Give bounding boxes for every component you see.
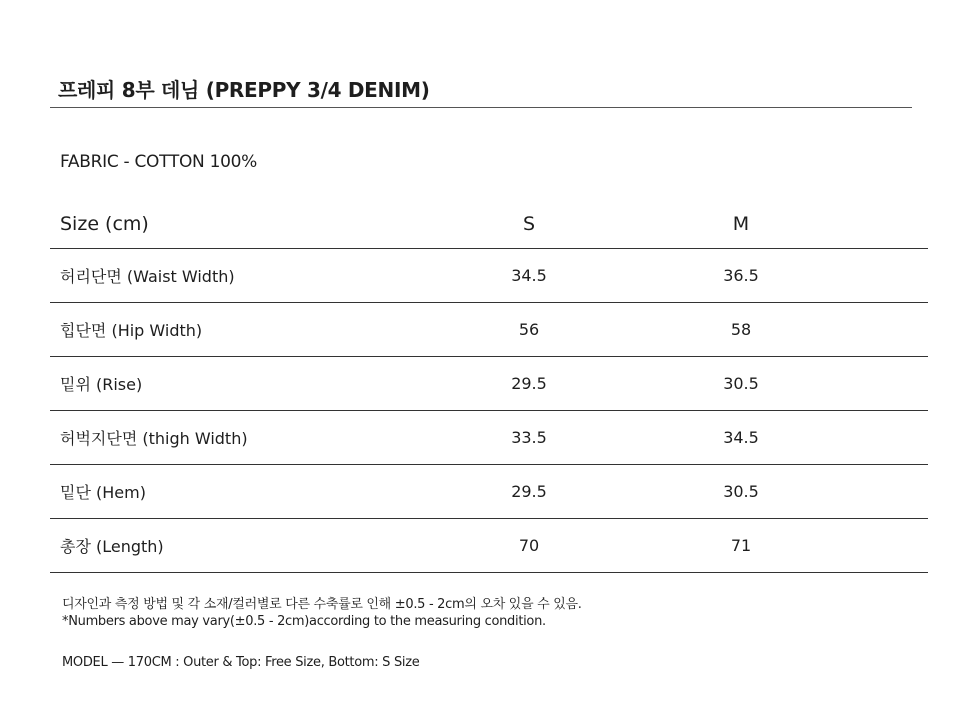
row-label: 허리단면 (Waist Width) (50, 249, 423, 303)
table-row (50, 411, 928, 465)
note-english: *Numbers above may vary(±0.5 - 2cm)according to the measuring condition. (62, 614, 546, 629)
title-divider (50, 107, 912, 108)
header-size: Size (cm) (50, 200, 423, 249)
size-table (50, 200, 928, 573)
table-row (50, 303, 928, 357)
row-value-m: 71 (635, 519, 847, 573)
row-value-s: 34.5 (423, 249, 635, 303)
model-info: MODEL — 170CM : Outer & Top: Free Size, Bottom: S Size (62, 655, 420, 670)
table-row (50, 465, 928, 519)
note-korean: 디자인과 측정 방법 및 각 소재/컬러별로 다른 수축률로 인해 ±0.5 - 2cm의 오차 있을 수 있음. (62, 597, 582, 612)
row-value-m: 30.5 (635, 357, 847, 411)
row-label: 총장 (Length) (50, 519, 423, 573)
row-value-m: 58 (635, 303, 847, 357)
row-label: 허벅지단면 (thigh Width) (50, 411, 423, 465)
row-value-s: 33.5 (423, 411, 635, 465)
row-spacer (847, 519, 928, 573)
row-value-s: 56 (423, 303, 635, 357)
row-spacer (847, 249, 928, 303)
fabric-info: FABRIC - COTTON 100% (60, 152, 257, 172)
row-value-m: 30.5 (635, 465, 847, 519)
row-spacer (847, 411, 928, 465)
measurement-notes (62, 596, 582, 630)
table-row (50, 519, 928, 573)
page-title: 프레피 8부 데님 (PREPPY 3/4 DENIM) (58, 78, 430, 102)
header-spacer (847, 200, 928, 249)
row-label: 힙단면 (Hip Width) (50, 303, 423, 357)
row-value-m: 34.5 (635, 411, 847, 465)
table-row (50, 249, 928, 303)
row-label: 밑단 (Hem) (50, 465, 423, 519)
row-value-s: 29.5 (423, 465, 635, 519)
header-s: S (423, 200, 635, 249)
row-spacer (847, 465, 928, 519)
row-value-s: 70 (423, 519, 635, 573)
table-header-row (50, 200, 928, 249)
table-row (50, 357, 928, 411)
row-value-s: 29.5 (423, 357, 635, 411)
row-value-m: 36.5 (635, 249, 847, 303)
row-spacer (847, 303, 928, 357)
header-m: M (635, 200, 847, 249)
row-spacer (847, 357, 928, 411)
row-label: 밑위 (Rise) (50, 357, 423, 411)
